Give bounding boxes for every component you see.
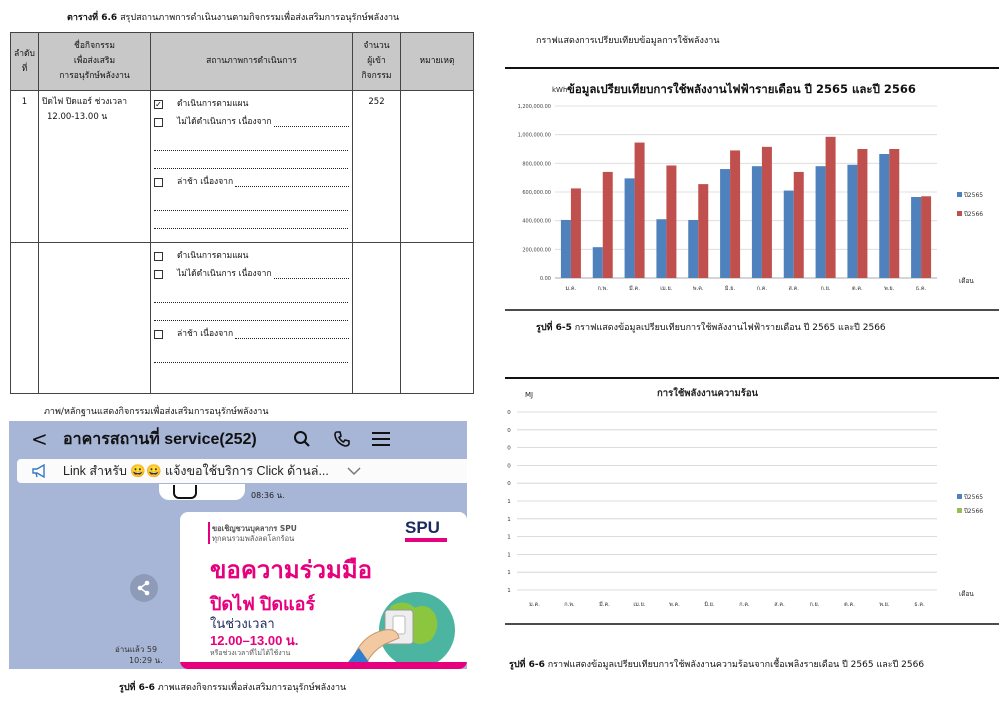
chevron-left-icon[interactable]: < bbox=[31, 427, 48, 451]
bar-2566 bbox=[889, 149, 899, 278]
x-tick-label: ก.พ. bbox=[564, 602, 575, 608]
electricity-chart bbox=[505, 66, 999, 312]
option-not-done: ไม่ได้ดำเนินการ เนื่องจาก bbox=[154, 113, 349, 131]
y-unit-label: kWh bbox=[552, 86, 568, 94]
y-tick-label: 1 bbox=[507, 534, 511, 541]
option-done: ✓ ดำเนินการตามแผน bbox=[155, 98, 249, 109]
x-tick-label: ธ.ค. bbox=[914, 602, 925, 608]
x-tick-label: มี.ค. bbox=[629, 286, 640, 292]
option-delayed: ล่าช้า เนื่องจาก bbox=[154, 173, 349, 191]
row-status bbox=[151, 91, 353, 243]
checkbox-done[interactable] bbox=[154, 252, 163, 261]
x-tick-label: พ.ค. bbox=[692, 286, 704, 292]
y-tick-label: 800,000.00 bbox=[522, 161, 551, 168]
activity-status-table bbox=[10, 32, 474, 394]
header-status: สถานภาพการดำเนินการ bbox=[151, 33, 353, 91]
heat-chart bbox=[505, 376, 999, 626]
x-tick-label: พ.ค. bbox=[669, 602, 680, 608]
bar-2565 bbox=[879, 154, 889, 278]
share-icon bbox=[130, 574, 158, 602]
bar-2566 bbox=[571, 188, 581, 278]
bar-2565 bbox=[752, 166, 762, 278]
bar-2565 bbox=[911, 197, 921, 278]
checkbox-delayed[interactable] bbox=[154, 330, 163, 339]
megaphone-icon bbox=[31, 464, 49, 478]
x-tick-label: มี.ค. bbox=[599, 602, 610, 608]
y-tick-label: 400,000.00 bbox=[522, 218, 551, 225]
y-tick-label: 200,000.00 bbox=[522, 247, 551, 254]
bar-2566 bbox=[730, 150, 740, 278]
row-note bbox=[401, 243, 474, 394]
table-header-row bbox=[11, 33, 474, 91]
row-participants bbox=[353, 243, 401, 394]
x-tick-label: ก.ย. bbox=[820, 286, 831, 292]
chart-title: ข้อมูลเปรียบเทียบการใช้พลังงานไฟฟ้ารายเดือน ปี 2565 และปี 2566 bbox=[567, 82, 916, 96]
electricity-caption: รูปที่ 6-5 กราฟแสดงข้อมูลเปรียบเทียบการใช้พลังงานไฟฟ้ารายเดือน ปี 2565 และปี 2566 bbox=[536, 323, 886, 333]
x-tick-label: ธ.ค. bbox=[915, 286, 927, 292]
option-not-done: ไม่ได้ดำเนินการ เนื่องจาก bbox=[154, 265, 349, 283]
y-tick-label: 1 bbox=[507, 499, 511, 505]
y-tick-label: 0 bbox=[507, 445, 511, 452]
x-tick-label: ก.พ. bbox=[597, 286, 608, 292]
menu-icon[interactable] bbox=[371, 431, 391, 447]
x-tick-label: ก.ย. bbox=[809, 602, 820, 608]
legend-label: ปี2566 bbox=[964, 211, 984, 218]
bar-2565 bbox=[688, 220, 698, 278]
chart-title: การใช้พลังงานความร้อน bbox=[657, 388, 759, 399]
header-no: ลำดับ ที่ bbox=[11, 33, 39, 91]
x-unit-label: เดือน bbox=[959, 590, 974, 598]
promo-headline: ขอความร่วมมือ bbox=[210, 557, 373, 584]
promo-note: หรือช่วงเวลาที่ไม่ได้ใช้งาน bbox=[210, 649, 291, 657]
promo-period-label: ในช่วงเวลา bbox=[210, 616, 275, 631]
y-tick-label: 1,200,000.00 bbox=[517, 104, 551, 110]
announcement-text: Link สำหรับ 😀😀 แจ้งขอใช้บริการ Click ด้านล่... bbox=[63, 464, 329, 478]
chat-header bbox=[9, 421, 467, 457]
bar-2565 bbox=[784, 191, 794, 278]
x-unit-label: เดือน bbox=[959, 277, 974, 285]
option-done: ดำเนินการตามแผน bbox=[154, 247, 349, 265]
y-tick-label: 1 bbox=[507, 516, 511, 523]
row-status bbox=[151, 243, 353, 394]
row-activity-name bbox=[39, 243, 151, 394]
header-activity-name: ชื่อกิจกรรม เพื่อส่งเสริม การอนุรักษ์พลังงาน bbox=[39, 33, 151, 91]
x-tick-label: ม.ค. bbox=[529, 602, 540, 608]
evidence-caption: รูปที่ 6-6 ภาพแสดงกิจกรรมเพื่อส่งเสริมการอนุรักษ์พลังงาน bbox=[119, 683, 347, 693]
promo-sub-headline: ปิดไฟ ปิดแอร์ bbox=[210, 594, 316, 614]
row-no bbox=[11, 243, 39, 394]
header-participants: จำนวน ผู้เข้า กิจกรรม bbox=[353, 33, 401, 91]
x-tick-label: เม.ย. bbox=[633, 602, 646, 608]
y-tick-label: 1 bbox=[507, 570, 511, 577]
table-caption-text: สรุปสถานภาพการดำเนินงานตามกิจกรรมเพื่อส่งเสริมการอนุรักษ์พลังงาน bbox=[117, 13, 400, 23]
previous-message-bubble bbox=[159, 484, 245, 500]
bar-2565 bbox=[561, 220, 571, 278]
y-tick-label: 0 bbox=[507, 427, 511, 434]
legend-swatch bbox=[957, 494, 962, 499]
x-tick-label: ต.ค. bbox=[844, 602, 855, 608]
y-tick-label: 1 bbox=[507, 588, 511, 594]
legend-swatch bbox=[957, 192, 962, 197]
read-receipt: อ่านแล้ว 59 bbox=[115, 645, 158, 654]
y-tick-label: 1,000,000.00 bbox=[517, 132, 551, 139]
bar-2566 bbox=[762, 147, 772, 278]
x-tick-label: ส.ค. bbox=[774, 602, 785, 608]
legend-label: ปี2566 bbox=[964, 508, 984, 515]
y-tick-label: 0.00 bbox=[539, 276, 551, 282]
promo-invite-line-2: ทุกคนรวมพลังลดโลกร้อน bbox=[212, 534, 295, 543]
bar-2566 bbox=[666, 165, 676, 278]
bar-2566 bbox=[698, 184, 708, 278]
bar-2565 bbox=[593, 247, 603, 278]
promo-invite-line-1: ขอเชิญชวนบุคลากร SPU bbox=[212, 524, 297, 533]
header-note: หมายเหตุ bbox=[401, 33, 474, 91]
checkbox-not-done[interactable] bbox=[154, 118, 163, 127]
x-tick-label: มิ.ย. bbox=[704, 602, 715, 608]
y-tick-label: 0 bbox=[507, 481, 511, 488]
bar-2566 bbox=[826, 137, 836, 278]
chat-title: อาคารสถานที่ service(252) bbox=[63, 430, 257, 448]
row-note bbox=[401, 91, 474, 243]
row-participants: 252 bbox=[353, 91, 401, 243]
evidence-title: ภาพ/หลักฐานแสดงกิจกรรมเพื่อส่งเสริมการอนุรักษ์พลังงาน bbox=[44, 407, 269, 417]
x-tick-label: เม.ย. bbox=[660, 286, 673, 292]
phone-icon[interactable] bbox=[333, 430, 351, 448]
legend-label: ปี2565 bbox=[964, 494, 984, 501]
bar-2565 bbox=[656, 219, 666, 278]
x-tick-label: ส.ค. bbox=[788, 286, 800, 292]
y-tick-label: 0 bbox=[507, 410, 511, 416]
y-tick-label: 600,000.00 bbox=[522, 190, 551, 196]
table-caption bbox=[67, 10, 399, 24]
x-tick-label: ต.ค. bbox=[852, 286, 863, 292]
row-no: 1 bbox=[11, 91, 39, 243]
x-tick-label: พ.ย. bbox=[884, 286, 895, 292]
bar-2566 bbox=[857, 149, 867, 278]
x-tick-label: พ.ย. bbox=[879, 602, 890, 608]
bar-2566 bbox=[635, 143, 645, 278]
bar-2565 bbox=[847, 165, 857, 278]
bar-2565 bbox=[816, 166, 826, 278]
option-delayed: ล่าช้า เนื่องจาก bbox=[154, 325, 349, 343]
table-row bbox=[11, 243, 474, 394]
x-tick-label: ม.ค. bbox=[565, 286, 577, 292]
announcement-bar[interactable] bbox=[17, 459, 467, 483]
table-row bbox=[11, 91, 474, 243]
row-activity-name: ปิดไฟ ปิดแอร์ ช่วงเวลา 12.00-13.00 น bbox=[39, 91, 151, 243]
search-icon[interactable] bbox=[293, 430, 311, 448]
hand-switch-icon bbox=[345, 578, 455, 668]
chevron-down-icon[interactable] bbox=[347, 466, 361, 476]
table-caption-prefix: ตารางที่ 6.6 bbox=[67, 13, 118, 23]
x-tick-label: ก.ค. bbox=[756, 286, 768, 292]
promo-brand-logo: SPU bbox=[405, 518, 440, 537]
share-button[interactable] bbox=[130, 574, 158, 602]
promo-poster-image[interactable] bbox=[180, 512, 467, 669]
heat-caption: รูปที่ 6-6 กราฟแสดงข้อมูลเปรียบเทียบการใช้พลังงานความร้อนจากเชื้อเพลิงรายเดือน ปี 2565 และปี 2566 bbox=[509, 660, 925, 670]
bar-2566 bbox=[794, 172, 804, 278]
legend-swatch bbox=[957, 211, 962, 216]
checkbox-delayed[interactable] bbox=[154, 178, 163, 187]
comparison-heading: กราฟแสดงการเปรียบเทียบข้อมูลการใช้พลังงาน bbox=[536, 36, 720, 46]
bar-2566 bbox=[921, 196, 931, 278]
bar-2565 bbox=[720, 169, 730, 278]
message-time: 08:36 น. bbox=[251, 491, 285, 500]
promo-time-range: 12.00–13.00 น. bbox=[210, 633, 299, 648]
x-tick-label: ก.ค. bbox=[739, 602, 750, 608]
y-unit-label: MJ bbox=[525, 391, 534, 399]
checkbox-not-done[interactable] bbox=[154, 270, 163, 279]
bar-2566 bbox=[603, 172, 613, 278]
x-tick-label: มิ.ย. bbox=[724, 286, 736, 292]
line-chat-screenshot bbox=[9, 421, 467, 669]
legend-swatch bbox=[957, 508, 962, 513]
y-tick-label: 1 bbox=[507, 552, 511, 559]
checkbox-done[interactable]: ✓ bbox=[155, 99, 162, 109]
read-time: 10:29 น. bbox=[129, 656, 163, 665]
bar-2565 bbox=[625, 178, 635, 278]
y-tick-label: 0 bbox=[507, 463, 511, 470]
legend-label: ปี2565 bbox=[964, 192, 984, 199]
